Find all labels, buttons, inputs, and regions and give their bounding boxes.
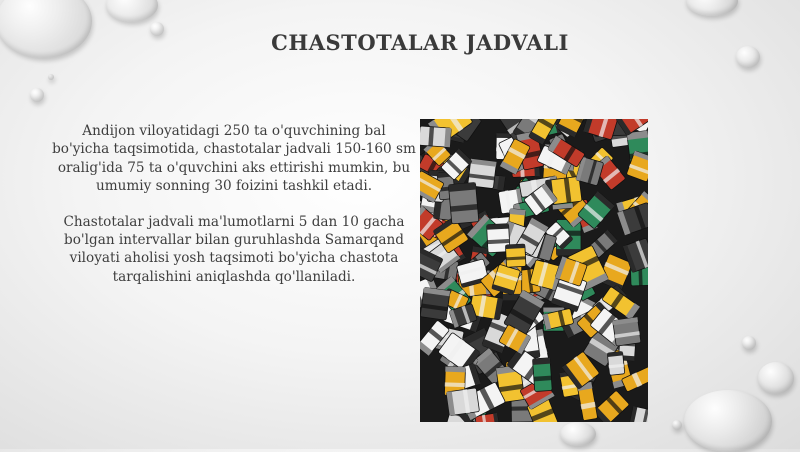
film-canisters-image [420,119,648,422]
film-canister [532,358,552,392]
film-canister [420,126,451,147]
water-drop-decoration [758,362,794,394]
film-canister [448,182,478,223]
water-drop-decoration [742,336,756,350]
water-drop-decoration [560,422,596,446]
film-canister [594,390,630,422]
water-drop-decoration [30,88,44,102]
water-drop-decoration [0,0,92,58]
slide-body [52,122,416,303]
water-drop-decoration [48,74,54,80]
paragraph-1: Andijon viloyatidagi 250 ta o'quvchining bal bo'yicha taqsimotida, chastotalar jadvali 150-160 sm oralig'ida 75 ta o'quvchini aks ettirishi mumkin, bu umumiy sonning 30 foizini tashkil etadi. [52,122,416,196]
water-drop-decoration [150,22,164,36]
water-drop-decoration [736,46,760,68]
paragraph-2: Chastotalar jadvali ma'lumotlarni 5 dan 10 gacha bo'lgan intervallar bilan guruhlashda Samarqand viloyati aholisi yosh taqsimoti bo'yicha chastota tarqalishini aniqlashda qo'llaniladi. [52,213,416,287]
film-canister [420,287,450,320]
water-drop-decoration [684,390,772,452]
slide-title: CHASTOTALAR JADVALI [200,30,640,55]
film-canister [505,244,526,267]
water-drop-decoration [686,0,738,16]
water-drop-decoration [672,420,682,430]
film-canister [607,351,625,375]
film-canister [630,406,648,422]
water-drop-decoration [106,0,158,22]
film-canisters-photo [420,119,648,422]
film-canister [613,317,641,346]
film-canister [446,388,479,416]
